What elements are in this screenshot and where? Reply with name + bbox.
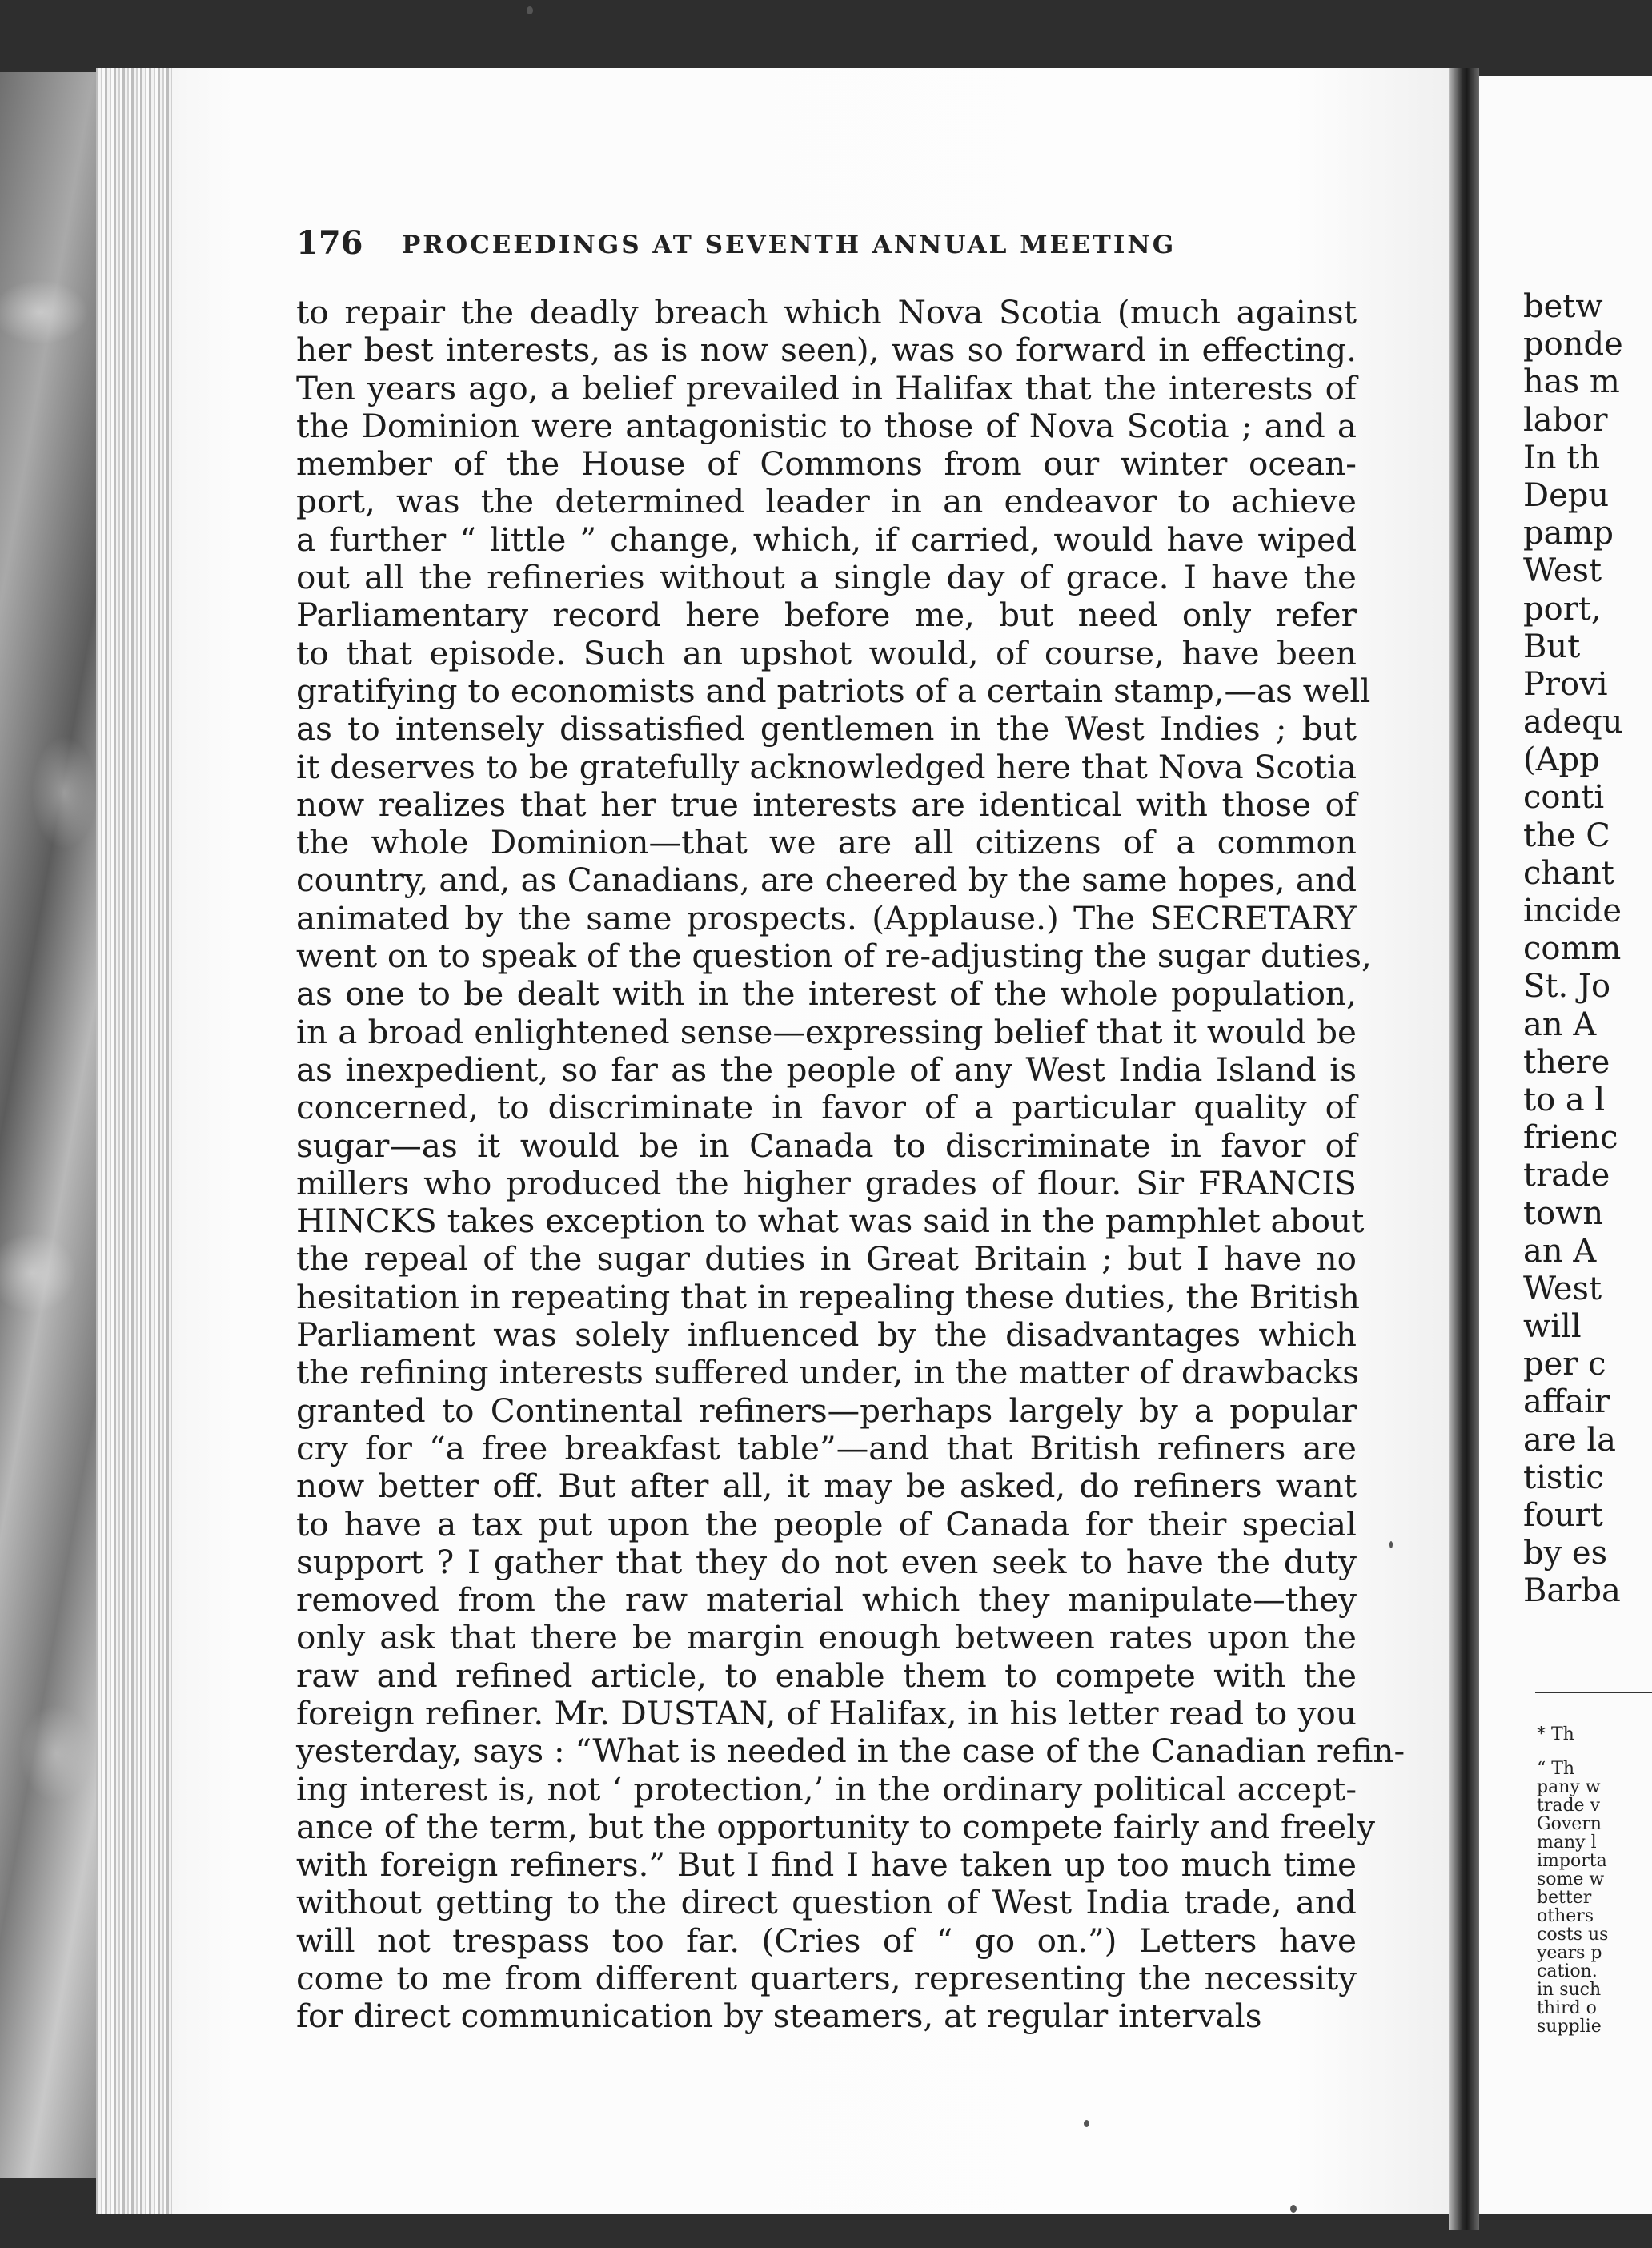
right-page-line: comm [1523,930,1622,968]
text-line: to repair the deadly breach which Nova Scotia (much against [296,293,1357,331]
text-line: to have a tax put upon the people of Canada for their special [296,1504,1357,1543]
text-line: gratifying to economists and patriots of a certain stamp,—as well [296,671,1371,710]
text-line: now better off. But after all, it may be asked, do refiners want [296,1467,1357,1506]
text-line: went on to speak of the question of re-adjusting the sugar duties, [296,937,1372,976]
right-page-line: chant [1523,854,1614,892]
text-line: country, and, as Canadians, are cheered by the same hopes, and [296,861,1357,900]
right-page-line: town [1523,1194,1604,1232]
text-line: Parliament was solely influenced by the disadvantages which [296,1315,1357,1355]
text-line: come to me from different quarters, representing the necessity [296,1959,1357,1998]
right-page-line: there [1523,1043,1610,1081]
dust-speck [1084,2120,1089,2127]
text-line: the repeal of the sugar duties in Great Britain ; but I have no [296,1239,1357,1279]
text-line: raw and refined article, to enable them to compete with the [296,1656,1357,1695]
right-page-line: incide [1523,893,1622,929]
text-line: HINCKS takes exception to what was said in the pamphlet about [296,1202,1365,1241]
running-title: PROCEEDINGS AT SEVENTH ANNUAL MEETING [402,231,1177,259]
right-page-line: has m [1523,363,1620,401]
footnote-rule [1535,1692,1652,1693]
right-page-line: conti [1523,779,1605,817]
text-line: with foreign refiners.” But I find I have taken up too much time [296,1845,1357,1885]
right-page-line: frienc [1523,1119,1618,1157]
right-page-line: Depu [1523,476,1610,514]
text-line: to that episode. Such an upshot would, of course, have been [296,633,1357,672]
right-page-line: port, [1523,590,1602,628]
text-line: cry for “a free breakfast table”—and that British refiners are [296,1428,1357,1467]
footnote-line: some w [1537,1869,1605,1889]
right-page-line: will [1523,1308,1582,1346]
right-page-fragment [1479,76,1652,2214]
right-page-line: by es [1523,1535,1608,1572]
footnote-line: Govern [1537,1814,1602,1834]
text-line: as inexpedient, so far as the people of any West India Island is [296,1050,1357,1089]
text-line: the whole Dominion—that we are all citizens of a common [296,823,1357,862]
dust-speck [527,6,533,14]
text-line: a further “ little ” change, which, if carried, would have wiped [296,520,1357,559]
text-line: port, was the determined leader in an endeavor to achieve [296,482,1357,521]
footnote-line: * Th [1537,1724,1574,1744]
text-line: millers who produced the higher grades of flour. Sir FRANCIS [296,1163,1357,1202]
text-line: her best interests, as is now seen), was so forward in effecting. [296,331,1357,370]
dust-speck [1389,1541,1393,1548]
right-page-line: Provi [1523,665,1608,703]
text-line: member of the House of Commons from our winter ocean- [296,444,1357,484]
text-line: removed from the raw material which they manipulate—they [296,1580,1357,1620]
text-line: without getting to the direct question of West India trade, and [296,1883,1357,1922]
footnote-line: trade v [1537,1796,1600,1816]
footnote-line: in such [1537,1980,1602,2000]
text-line: granted to Continental refiners—perhaps largely by a popular [296,1391,1357,1430]
right-page-line: St. Jo [1523,968,1611,1006]
text-line: support ? I gather that they do not even seek to have the duty [296,1542,1357,1581]
page-edges [96,68,176,2214]
footnote-line: third o [1537,1998,1597,2018]
right-page-line: are la [1523,1421,1616,1459]
text-line: concerned, to discriminate in favor of a particular quality of [296,1088,1357,1127]
text-line: animated by the same prospects. (Applause.) The SECRETARY [296,898,1357,937]
right-page-line: an A [1523,1232,1597,1270]
page-number: 176 [296,224,363,262]
body-text [296,293,1405,2036]
left-page [172,68,1449,2214]
right-page-line: per c [1523,1346,1606,1383]
text-line: it deserves to be gratefully acknowledged here that Nova Scotia [296,747,1357,786]
text-line: only ask that there be margin enough between rates upon the [296,1618,1357,1657]
right-page-line: In th [1523,439,1601,476]
text-line: the Dominion were antagonistic to those of Nova Scotia ; and a [296,406,1357,445]
text-line: Parliamentary record here before me, but need only refer [296,596,1357,635]
right-page-line: trade [1523,1157,1610,1194]
right-page-line: tistic [1523,1459,1604,1496]
text-line: foreign refiner. Mr. DUSTAN, of Halifax, in his letter read to you [296,1693,1357,1732]
text-line: as to intensely dissatisfied gentlemen in the West Indies ; but [296,709,1357,749]
text-line: hesitation in repeating that in repealing these duties, the British [296,1277,1360,1316]
text-line: out all the refineries without a single day of grace. I have the [296,558,1357,597]
text-line: ance of the term, but the opportunity to compete fairly and freely [296,1807,1376,1846]
footnote-line: better [1537,1888,1592,1908]
text-line: as one to be dealt with in the interest of the whole population, [296,974,1357,1014]
right-page-line: But [1523,628,1581,665]
right-page-line: West [1523,552,1602,590]
footnote-line: others [1537,1906,1594,1926]
right-page-line: pamp [1523,515,1614,552]
footnote-line: years p [1537,1943,1602,1963]
text-line: ing interest is, not ‘ protection,’ in the ordinary political accept- [296,1769,1357,1808]
marbled-binding [0,72,100,2178]
footnote-line: “ Th [1537,1759,1575,1779]
running-head [296,224,1369,280]
text-line: in a broad enlightened sense—expressing belief that it would be [296,1012,1357,1051]
right-page-line: affair [1523,1383,1610,1421]
text-line: sugar—as it would be in Canada to discriminate in favor of [296,1126,1357,1165]
text-line: yesterday, says : “What is needed in the case of the Canadian refin- [296,1732,1405,1771]
text-line: for direct communication by steamers, at regular intervals [296,1997,1262,2036]
text-line: will not trespass too far. (Cries of “ go on.”) Letters have [296,1921,1357,1960]
footnote-line: costs us [1537,1925,1609,1945]
footnote-line: supplie [1537,2017,1602,2037]
right-page-line: betw [1523,288,1603,325]
footnote-line: importa [1537,1851,1607,1871]
right-page-line: ponde [1523,326,1623,363]
right-page-line: (App [1523,741,1600,779]
right-page-line: West [1523,1270,1602,1307]
right-page-text [1523,288,1652,1611]
footnote-line: pany w [1537,1777,1601,1797]
book-gutter [1449,68,1479,2230]
right-page-line: the C [1523,817,1610,854]
text-line: now realizes that her true interests are identical with those of [296,785,1357,824]
right-page-line: Barba [1523,1572,1621,1610]
right-page-line: an A [1523,1006,1597,1043]
right-page-line: to a l [1523,1081,1606,1118]
text-line: Ten years ago, a belief prevailed in Halifax that the interests of [296,368,1357,407]
right-page-line: fourt [1523,1497,1603,1534]
text-line: the refining interests suffered under, in the matter of drawbacks [296,1353,1360,1392]
right-page-footnotes [1537,1725,1652,2036]
dust-speck [1290,2205,1297,2213]
footnote-line: many l [1537,1833,1597,1853]
right-page-line: adequ [1523,704,1623,741]
right-page-line: labor [1523,401,1608,439]
footnote-line: cation. [1537,1961,1598,1981]
